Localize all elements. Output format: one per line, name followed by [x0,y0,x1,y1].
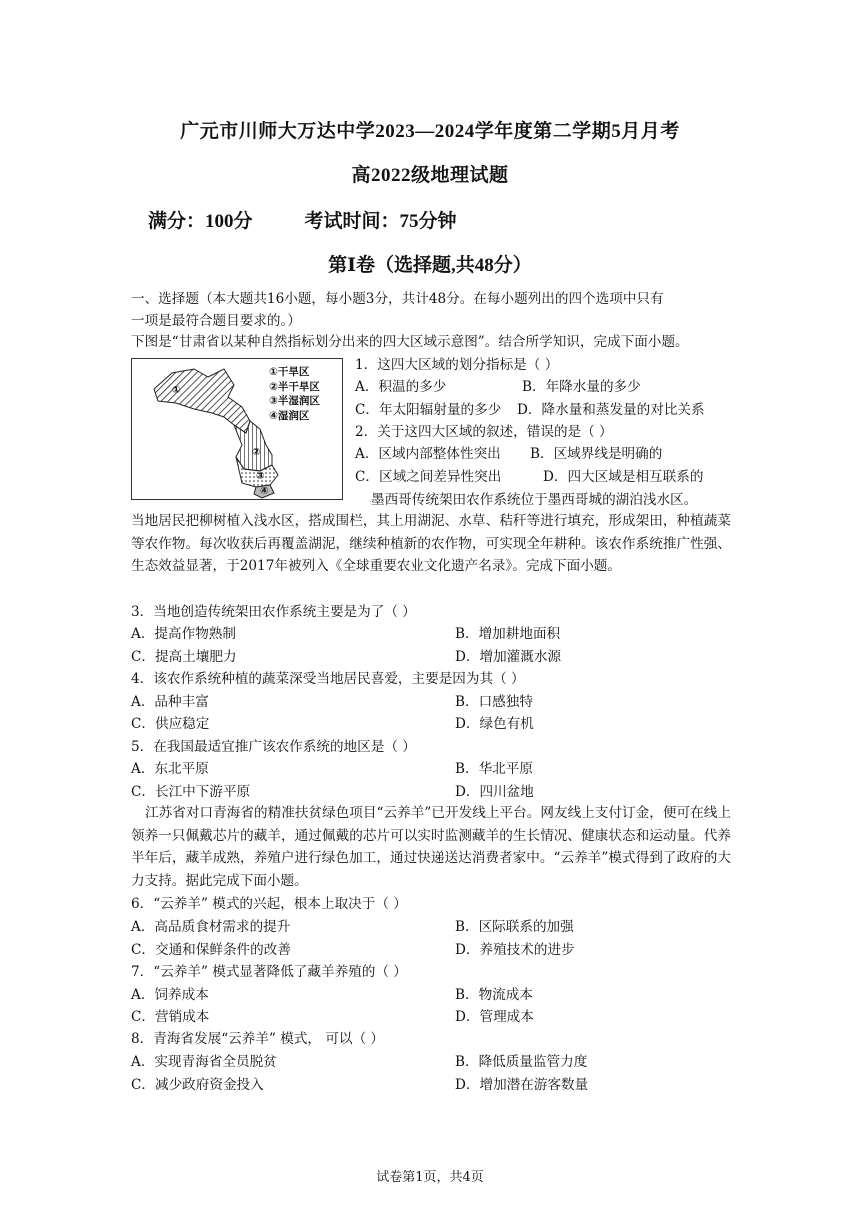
section-title: 第Ⅰ卷（选择题,共48分） [328,255,532,276]
q6-option-d: D．养殖技术的进步 [455,942,575,958]
q6-option-b: B．区际联系的加强 [455,919,574,935]
page-footer: 试卷第1页，共4页 [376,1170,484,1185]
q5-option-a: A．东北平原 [131,761,209,777]
instructions-line1: 一、选择题（本大题共16小题，每小题3分，共计48分。在每小题列出的四个选项中只有 [131,291,664,307]
q1-stem: 1．这四大区域的划分指标是（ ） [355,357,559,373]
q6-option-c: C．交通和保鲜条件的改善 [131,942,291,958]
legend-item-arid: ①干旱区 [269,366,310,378]
q2-option-c: C．区域之间差异性突出 [355,469,502,485]
group1-intro: 下图是“甘肃省以某种自然指标划分出来的四大区域示意图”。结合所学知识，完成下面小题。 [131,334,689,350]
region-arid [154,369,250,433]
q7-option-a: A．饲养成本 [131,987,209,1003]
legend-item-humid: ④湿润区 [269,409,310,422]
q4-stem: 4．该农作系统种植的蔬菜深受当地居民喜爱，主要是因为其（ ） [131,671,525,687]
exam-time: 考试时间：75分钟 [304,211,457,232]
q7-stem: 7．“云养羊” 模式显著降低了藏羊养殖的（ ） [131,964,407,980]
q3-option-c: C．提高土壤肥力 [131,649,237,665]
q4-option-d: D．绿色有机 [455,716,534,732]
q4-option-a: A．品种丰富 [131,694,209,710]
q3-stem: 3．当地创造传统架田农作系统主要是为了（ ） [131,604,416,620]
map-label-4: ④ [260,486,269,497]
group3-passage: 江苏省对口青海省的精准扶贫绿色项目“云养羊”已开发线上平台。网友线上支付订金，便可在线上领养一只佩戴芯片的藏羊，通过佩戴的芯片可以实时监测藏羊的生长情况、健康状态和运动量。代养半年后，藏羊成熟，养殖户进行绿色加工，通过快递送达消费者家中。“云养羊”模式得到了政府的大力支持。据此完成下面小题。 [131,805,731,889]
q5-option-d: D．四川盆地 [455,784,534,800]
q8-stem: 8．青海省发展“云养羊” 模式， 可以（ ） [131,1031,385,1047]
q8-option-c: C．减少政府资金投入 [131,1077,264,1093]
q1-option-b: B．年降水量的多少 [522,379,641,395]
q8-option-d: D．增加潜在游客数量 [455,1077,589,1093]
map-label-3: ③ [256,471,265,482]
q8-option-a: A．实现青海省全员脱贫 [131,1054,277,1070]
q6-stem: 6．“云养羊” 模式的兴起，根本上取决于（ ） [131,896,407,912]
map-label-2: ② [252,447,261,458]
q1-option-a: A．积温的多少 [355,379,447,395]
exam-title: 广元市川师大万达中学2023—2024学年度第二学期5月月考 [180,121,680,142]
q6-option-a: A．高品质食材需求的提升 [131,919,291,935]
q1-option-d: D．降水量和蒸发量的对比关系 [517,402,705,418]
q7-option-c: C．营销成本 [131,1009,210,1025]
q1-option-c: C．年太阳辐射量的多少 [355,402,502,418]
q5-option-c: C．长江中下游平原 [131,784,251,800]
exam-meta [148,206,457,233]
q7-option-b: B．物流成本 [455,987,533,1003]
legend-item-semihumid: ③半湿润区 [269,395,320,407]
q2-option-b: B．区域界线是明确的 [530,446,663,462]
gansu-region-map [131,358,343,500]
q4-option-b: B．口感独特 [455,694,533,710]
group2-passage: 当地居民把柳树植入浅水区，搭成围栏，其上用湖泥、水草、秸秆等进行填充，形成架田，种植蔬菜等农作物。每次收获后再覆盖湖泥，继续种植新的农作物，可实现全年耕种。该农作系统推广性强、生态效益显著，于2017年被列入《全球重要农业文化遗产名录》。完成下面小题。 [131,513,731,575]
q3-option-b: B．增加耕地面积 [455,626,561,642]
map-legend [269,365,320,423]
q5-option-b: B．华北平原 [455,761,533,777]
q2-option-d: D．四大区域是相互联系的 [543,469,704,485]
legend-item-semiarid: ②半干旱区 [269,380,320,393]
exam-subtitle: 高2022级地理试题 [351,165,509,186]
q4-option-c: C．供应稳定 [131,716,210,732]
q2-option-a: A．区域内部整体性突出 [355,446,501,462]
q5-stem: 5．在我国最适宜推广该农作系统的地区是（ ） [131,739,416,755]
group2-passage-start: 墨西哥传统架田农作系统位于墨西哥城的湖泊浅水区。 [371,492,698,508]
q2-stem: 2．关于这四大区域的叙述，错误的是（ ） [355,424,613,440]
q3-option-a: A．提高作物熟制 [131,626,236,642]
q3-option-d: D．增加灌溉水源 [455,649,562,665]
full-score: 满分：100分 [148,211,253,232]
q7-option-d: D．管理成本 [455,1009,534,1025]
instructions-line2: 一项是最符合题目要求的。） [131,313,301,329]
map-label-1: ① [172,385,181,396]
q8-option-b: B．降低质量监管力度 [455,1054,588,1070]
